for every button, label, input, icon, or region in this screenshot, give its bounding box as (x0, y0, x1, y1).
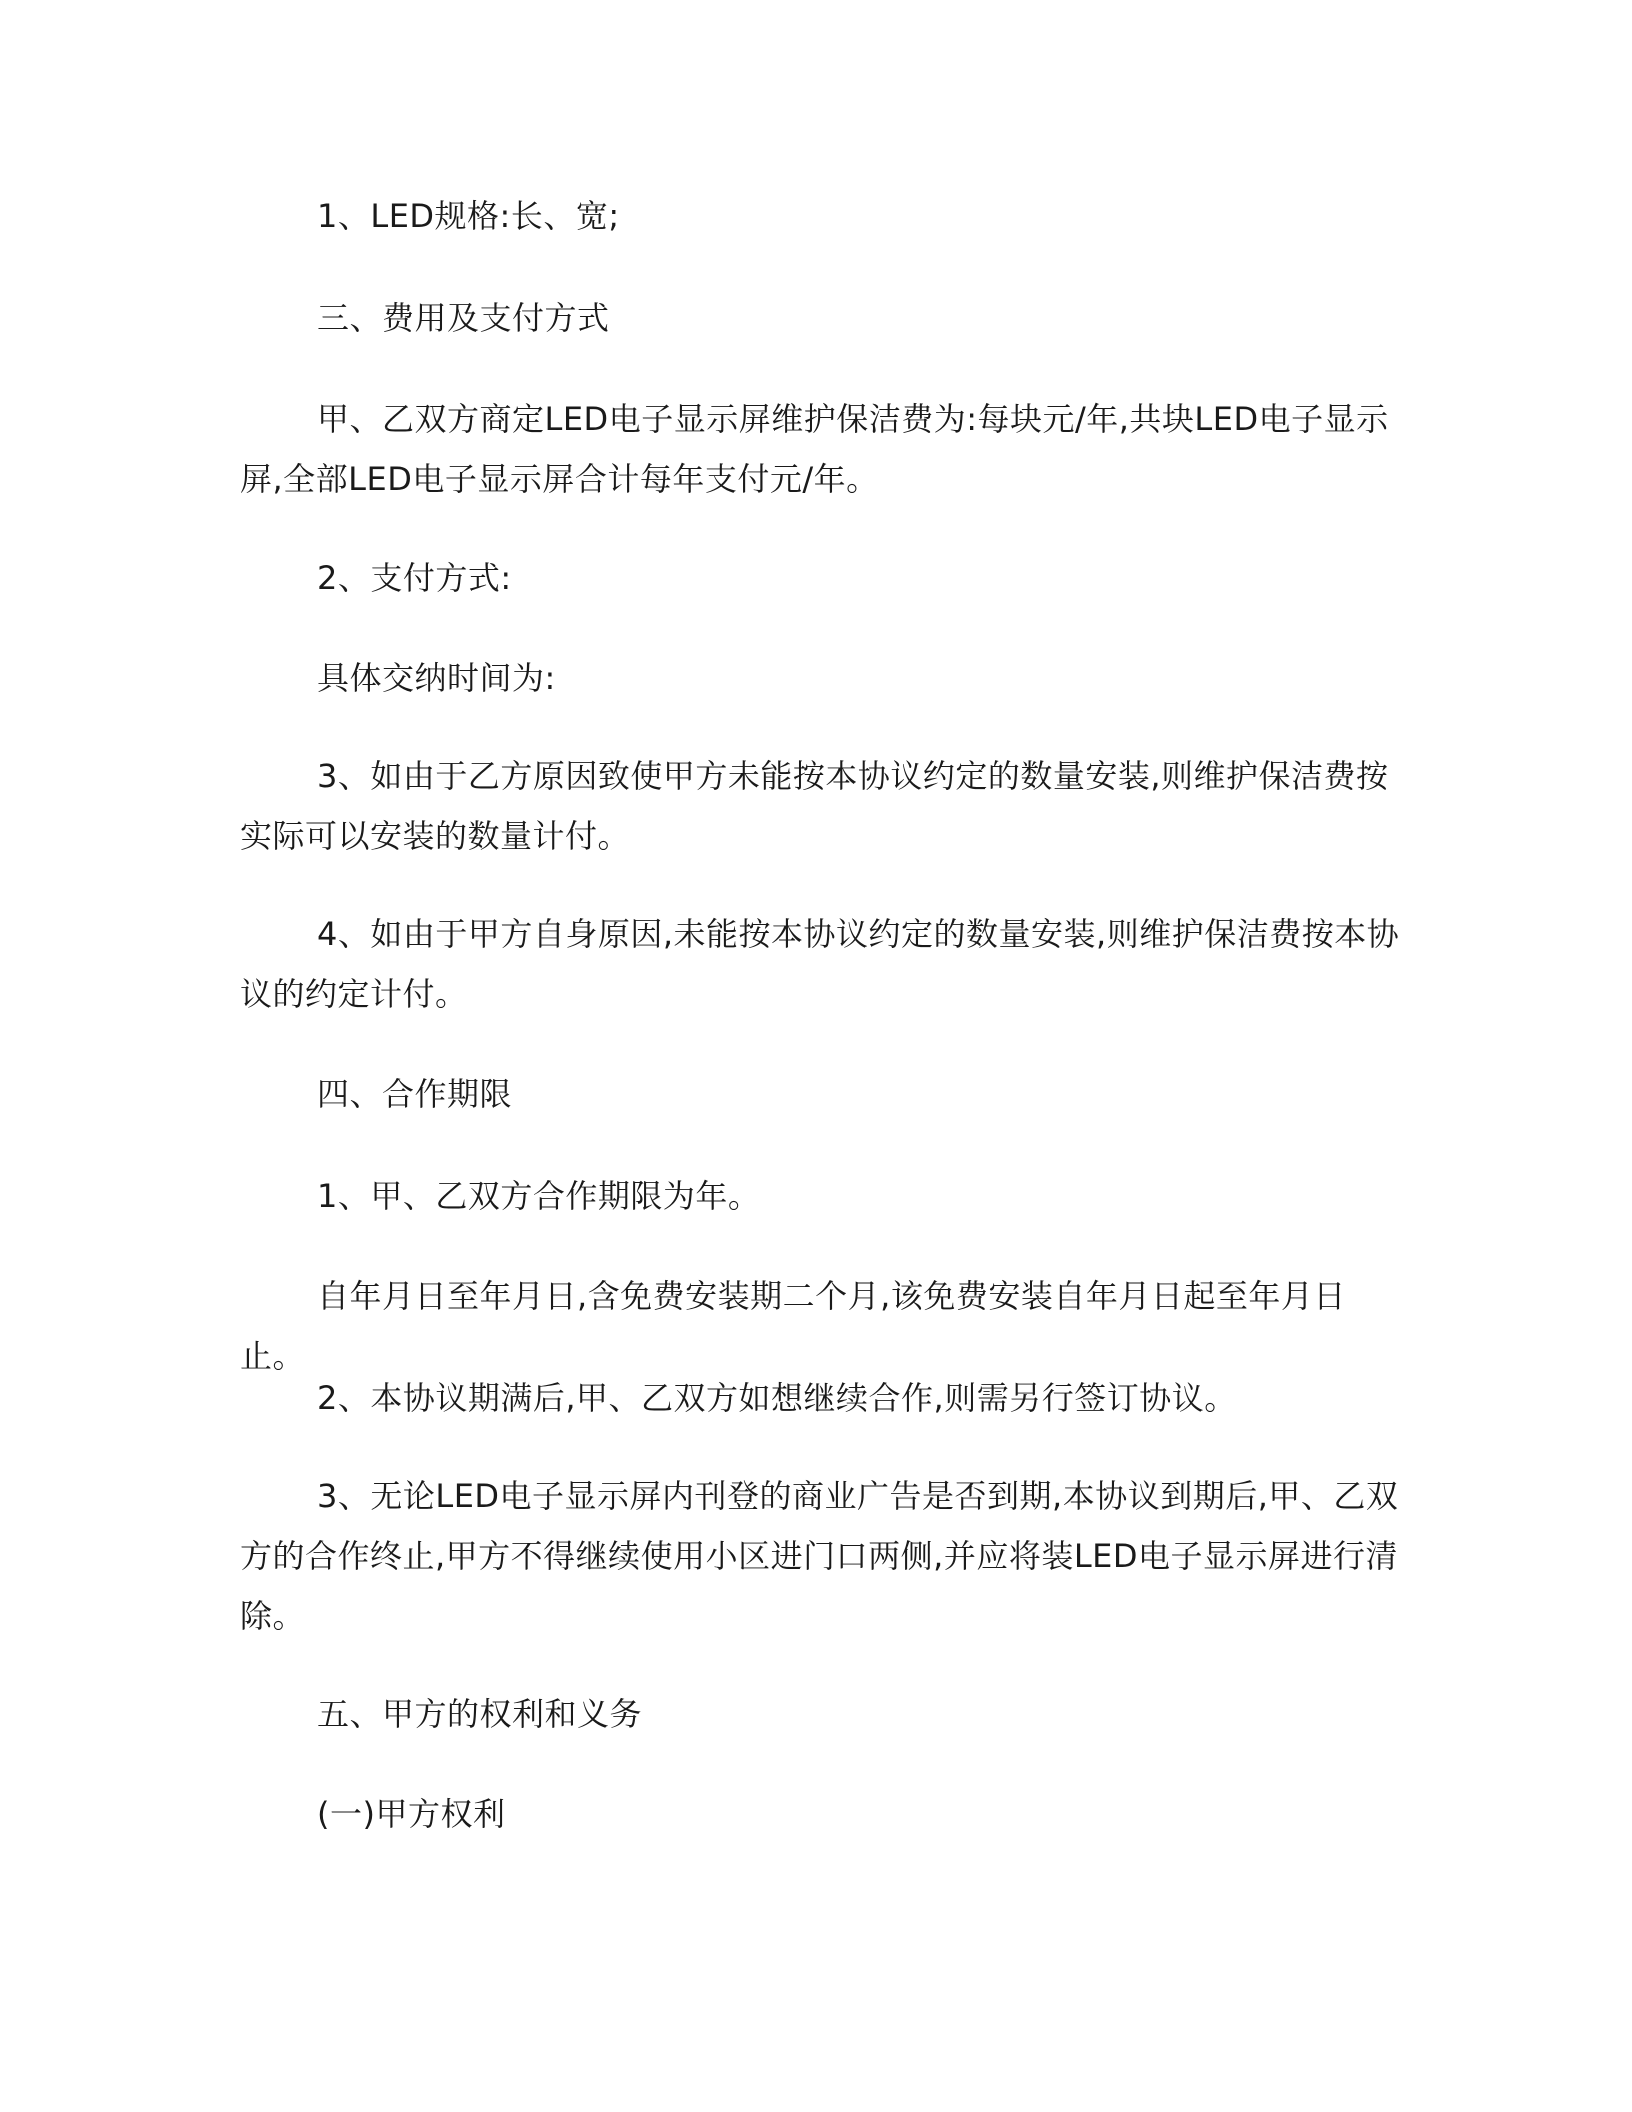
paragraph-termination: 3、无论LED电子显示屏内刊登的商业广告是否到期,本协议到期后,甲、乙双方的合作终止,甲方不得继续使用小区进门口两侧,并应将装LED电子显示屏进行清除。 (240, 1477, 1399, 1635)
paragraph-term-years: 1、甲、乙双方合作期限为年。 (317, 1177, 761, 1215)
heading-party-a-rights: (一)甲方权利 (317, 1795, 506, 1833)
paragraph-clause-3: 3、如由于乙方原因致使甲方未能按本协议约定的数量安装,则维护保洁费按实际可以安装的数量计付。 (240, 757, 1389, 855)
heading-party-a-rights-duties: 五、甲方的权利和义务 (317, 1695, 643, 1733)
paragraph-clause-4: 4、如由于甲方自身原因,未能按本协议约定的数量安装,则维护保洁费按本协议的约定计付。 (240, 915, 1400, 1013)
paragraph-payment-method: 2、支付方式: (317, 559, 512, 597)
paragraph-renewal: 2、本协议期满后,甲、乙双方如想继续合作,则需另行签订协议。 (317, 1379, 1237, 1417)
heading-fees-payment: 三、费用及支付方式 (317, 299, 610, 337)
heading-cooperation-term: 四、合作期限 (317, 1075, 513, 1113)
paragraph-led-spec: 1、LED规格:长、宽; (317, 197, 620, 235)
paragraph-payment-time: 具体交纳时间为: (317, 659, 556, 697)
paragraph-maintenance-fee: 甲、乙双方商定LED电子显示屏维护保洁费为:每块元/年,共块LED电子显示屏,全部LED电子显示屏合计每年支付元/年。 (240, 400, 1389, 498)
paragraph-term-dates: 自年月日至年月日,含免费安装期二个月,该免费安装自年月日起至年月日止。 (240, 1277, 1346, 1375)
